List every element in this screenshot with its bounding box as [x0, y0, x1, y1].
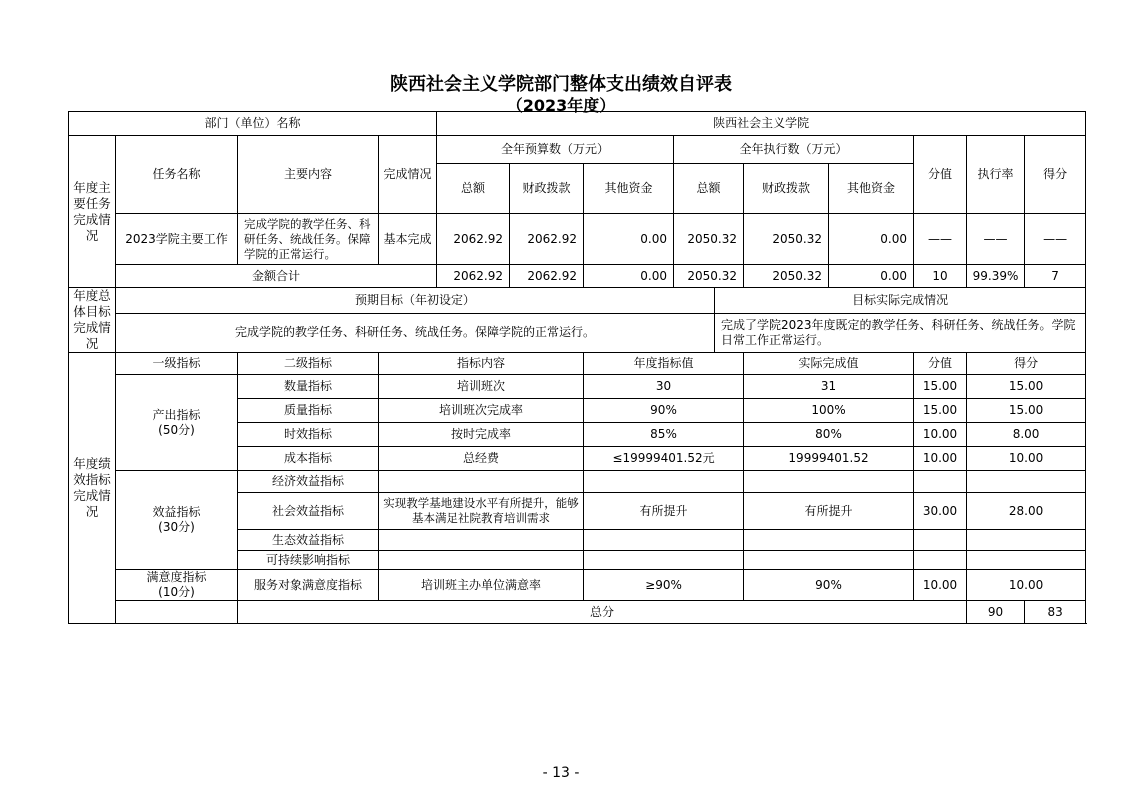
sum-exec-fiscal: 2050.32: [744, 265, 829, 288]
header-level2-indicator: 二级指标: [238, 353, 379, 375]
output-target-quantity: 30: [584, 375, 744, 399]
output-actual-cost: 19999401.52: [744, 447, 914, 471]
dept-label: 部门（单位）名称: [69, 112, 437, 136]
output-content-cost: 总经费: [379, 447, 584, 471]
satisfaction-actual: 90%: [744, 570, 914, 601]
output-l2-timeliness: 时效指标: [238, 423, 379, 447]
header-annual-target: 年度指标值: [584, 353, 744, 375]
exec-fiscal-cell: 2050.32: [744, 214, 829, 265]
benefit-score-ecological: [967, 530, 1086, 551]
output-actual-quantity: 31: [744, 375, 914, 399]
output-target-cost: ≤19999401.52元: [584, 447, 744, 471]
header-level1-indicator: 一级指标: [116, 353, 238, 375]
header-actual-value: 实际完成值: [744, 353, 914, 375]
benefit-indicator-name: 效益指标: [152, 505, 201, 519]
benefit-content-sustainable: [379, 551, 584, 570]
page-subtitle: （2023年度）: [506, 96, 616, 115]
satisfaction-content: 培训班主办单位满意率: [379, 570, 584, 601]
benefit-actual-ecological: [744, 530, 914, 551]
actual-goal-text: 完成了学院2023年度既定的教学任务、科研任务、统战任务。学院日常工作正常运行。: [715, 313, 1086, 352]
section1-side-label: 年度主要任务完成情况: [69, 136, 116, 288]
output-indicator-group: [116, 375, 238, 471]
total-score-value: 90: [967, 601, 1025, 624]
sum-score-value: 10: [914, 265, 967, 288]
task-status-cell: 基本完成: [379, 214, 437, 265]
header-exec-fiscal: 财政拨款: [744, 164, 829, 214]
exec-total-cell: 2050.32: [674, 214, 744, 265]
header-completion-status: 完成情况: [379, 136, 437, 214]
benefit-indicator-points: (30分): [158, 520, 195, 534]
output-score-quality: 15.00: [967, 399, 1086, 423]
satisfaction-l2: 服务对象满意度指标: [238, 570, 379, 601]
execution-rate-cell: ——: [967, 214, 1025, 265]
header-annual-execution: 全年执行数（万元）: [674, 136, 914, 164]
benefit-scoreval-ecological: [914, 530, 967, 551]
output-score-cost: 10.00: [967, 447, 1086, 471]
sum-score: 7: [1025, 265, 1086, 288]
satisfaction-scoreval: 10.00: [914, 570, 967, 601]
sum-budget-other: 0.00: [584, 265, 674, 288]
expected-goal-text: 完成学院的教学任务、科研任务、统战任务。保障学院的正常运行。: [116, 313, 715, 352]
header-budget-other: 其他资金: [584, 164, 674, 214]
output-l2-quality: 质量指标: [238, 399, 379, 423]
benefit-target-sustainable: [584, 551, 744, 570]
actual-goal-label: 目标实际完成情况: [715, 288, 1086, 314]
benefit-l2-sustainable: 可持续影响指标: [238, 551, 379, 570]
output-score-quantity: 15.00: [967, 375, 1086, 399]
header-exec-total: 总额: [674, 164, 744, 214]
section2-side-label: 年度总体目标完成情况: [69, 288, 116, 353]
sum-budget-total: 2062.92: [437, 265, 510, 288]
benefit-content-economic: [379, 471, 584, 493]
header-indicator-score: 得分: [967, 353, 1086, 375]
satisfaction-indicator-name: 满意度指标: [146, 570, 207, 584]
output-target-quality: 90%: [584, 399, 744, 423]
benefit-actual-economic: [744, 471, 914, 493]
output-score-timeliness: 8.00: [967, 423, 1086, 447]
sum-budget-fiscal: 2062.92: [510, 265, 584, 288]
output-actual-timeliness: 80%: [744, 423, 914, 447]
score-cell: ——: [1025, 214, 1086, 265]
output-content-quantity: 培训班次: [379, 375, 584, 399]
satisfaction-indicator-group: [116, 570, 238, 601]
benefit-l2-economic: 经济效益指标: [238, 471, 379, 493]
performance-table: [68, 111, 1086, 624]
sum-label: 金额合计: [116, 265, 437, 288]
header-budget-fiscal: 财政拨款: [510, 164, 584, 214]
page-number: - 13 -: [542, 765, 580, 781]
output-scoreval-cost: 10.00: [914, 447, 967, 471]
header-annual-budget: 全年预算数（万元）: [437, 136, 674, 164]
benefit-content-ecological: [379, 530, 584, 551]
header-score-value: 分值: [914, 136, 967, 214]
header-indicator-content: 指标内容: [379, 353, 584, 375]
task-name-cell: 2023学院主要工作: [116, 214, 238, 265]
benefit-l2-ecological: 生态效益指标: [238, 530, 379, 551]
sum-execution-rate: 99.39%: [967, 265, 1025, 288]
budget-other-cell: 0.00: [584, 214, 674, 265]
benefit-scoreval-sustainable: [914, 551, 967, 570]
benefit-score-social: 28.00: [967, 493, 1086, 530]
header-exec-other: 其他资金: [829, 164, 914, 214]
header-budget-total: 总额: [437, 164, 510, 214]
budget-total-cell: 2062.92: [437, 214, 510, 265]
output-target-timeliness: 85%: [584, 423, 744, 447]
header-main-content: 主要内容: [238, 136, 379, 214]
output-content-quality: 培训班次完成率: [379, 399, 584, 423]
section3-side-label: 年度绩效指标完成情况: [69, 353, 116, 624]
benefit-scoreval-social: 30.00: [914, 493, 967, 530]
total-label: 总分: [238, 601, 967, 624]
output-indicator-points: (50分): [158, 422, 195, 437]
header-indicator-score-value: 分值: [914, 353, 967, 375]
header-score: 得分: [1025, 136, 1086, 214]
satisfaction-score: 10.00: [967, 570, 1086, 601]
total-blank-cell: [116, 601, 238, 624]
sum-exec-other: 0.00: [829, 265, 914, 288]
benefit-target-economic: [584, 471, 744, 493]
benefit-actual-social: 有所提升: [744, 493, 914, 530]
benefit-target-social: 有所提升: [584, 493, 744, 530]
exec-other-cell: 0.00: [829, 214, 914, 265]
header-task-name: 任务名称: [116, 136, 238, 214]
benefit-l2-social: 社会效益指标: [238, 493, 379, 530]
output-l2-quantity: 数量指标: [238, 375, 379, 399]
benefit-target-ecological: [584, 530, 744, 551]
dept-value: 陕西社会主义学院: [437, 112, 1086, 136]
total-score: 83: [1025, 601, 1086, 624]
benefit-content-social: 实现教学基地建设水平有所提升，能够基本满足社院教育培训需求: [379, 493, 584, 530]
output-l2-cost: 成本指标: [238, 447, 379, 471]
task-content-cell: 完成学院的教学任务、科研任务、统战任务。保障学院的正常运行。: [238, 214, 379, 265]
score-value-cell: ——: [914, 214, 967, 265]
benefit-actual-sustainable: [744, 551, 914, 570]
page-title: 陕西社会主义学院部门整体支出绩效自评表: [390, 74, 732, 95]
satisfaction-indicator-points: (10分): [158, 585, 195, 599]
benefit-indicator-group: [116, 471, 238, 570]
output-indicator-name: 产出指标: [152, 407, 201, 422]
expected-goal-label: 预期目标（年初设定）: [116, 288, 715, 314]
output-scoreval-quantity: 15.00: [914, 375, 967, 399]
satisfaction-target: ≥90%: [584, 570, 744, 601]
sum-exec-total: 2050.32: [674, 265, 744, 288]
output-actual-quality: 100%: [744, 399, 914, 423]
benefit-scoreval-economic: [914, 471, 967, 493]
benefit-score-economic: [967, 471, 1086, 493]
output-scoreval-quality: 15.00: [914, 399, 967, 423]
output-scoreval-timeliness: 10.00: [914, 423, 967, 447]
budget-fiscal-cell: 2062.92: [510, 214, 584, 265]
benefit-score-sustainable: [967, 551, 1086, 570]
header-execution-rate: 执行率: [967, 136, 1025, 214]
output-content-timeliness: 按时完成率: [379, 423, 584, 447]
